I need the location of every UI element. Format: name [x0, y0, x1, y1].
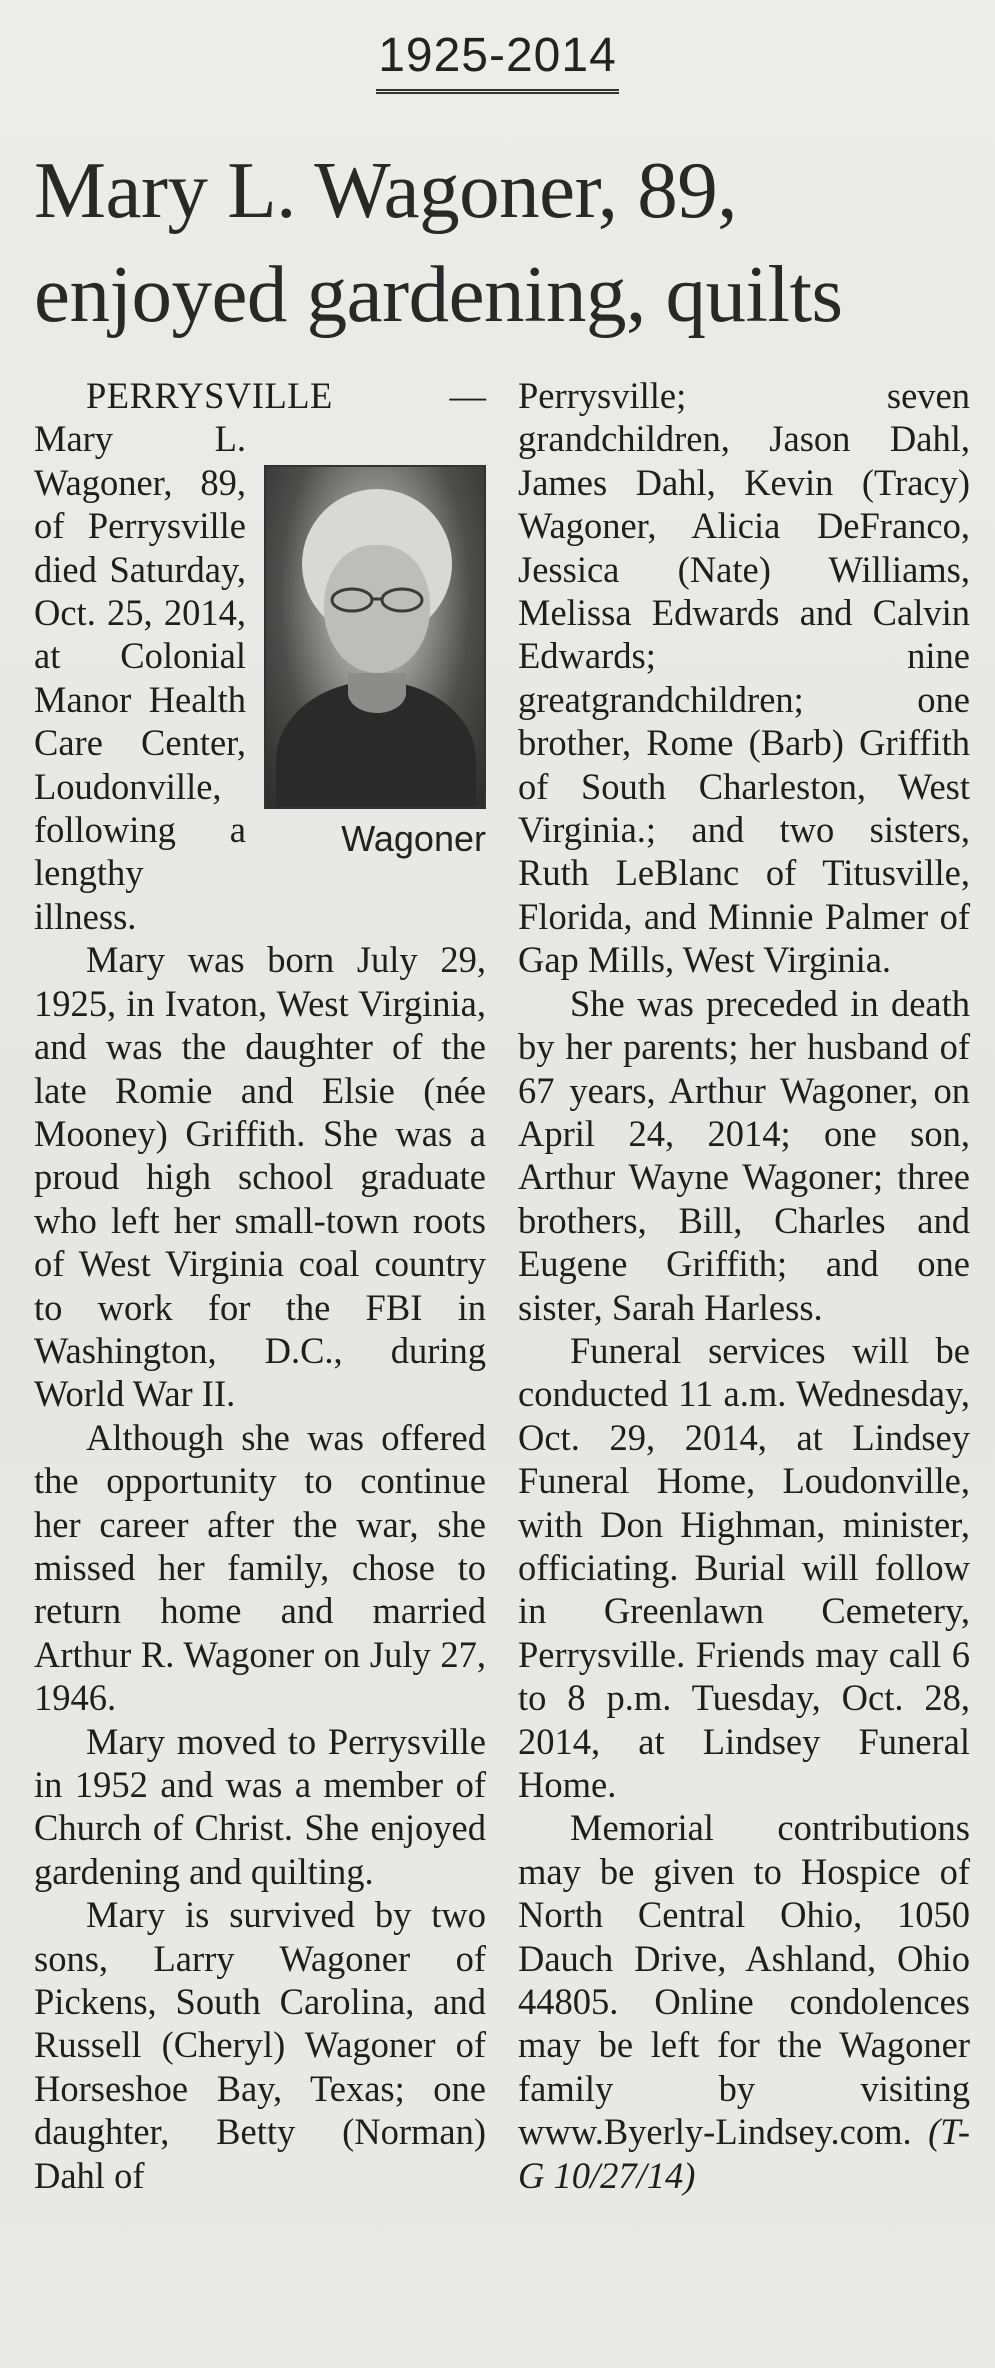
photo-caption: Wagoner	[341, 818, 486, 860]
paragraph-death-notice: Mary L. Wagoner, 89, of Perrysville died Saturday, Oct. 25, 2014, at Colonial Manor Health Care Center, Loudonville, following a lengthy illness.	[34, 418, 246, 937]
glasses-icon	[328, 587, 426, 613]
dateline-place: PERRYSVILLE	[86, 375, 333, 416]
column-right	[518, 374, 970, 2197]
life-dates	[0, 28, 995, 94]
paragraph-memorials	[518, 1806, 970, 2197]
memorials-text: Memorial contributions may be given to Hospice of North Central Ohio, 1050 Dauch Drive, Ashland, Ohio 44805. Online condolences may be left for the Wagoner family by visiting www.Byerly-Lindsey.com.	[518, 1807, 970, 2153]
paragraph-early-life: Mary was born July 29, 1925, in Ivaton, West Virginia, and was the daughter of the late Romie and Elsie (née Mooney) Griffith. She was a proud high school graduate who left her small-town roots of West Virginia coal country to work for the FBI in Washington, D.C., during World War II.	[34, 939, 486, 1415]
paragraph-services: Funeral services will be conducted 11 a.m. Wednesday, Oct. 29, 2014, at Lindsey Funeral Home, Loudonville, with Don Highman, minister, officiating. Burial will follow in Greenlawn Cemetery, Perrysville. Friends may call 6 to 8 p.m. Tuesday, Oct. 28, 2014, at Lindsey Funeral Home.	[518, 1329, 970, 1805]
portrait-photo	[264, 465, 486, 809]
column-left	[34, 374, 486, 2197]
obituary-photo-box	[264, 465, 486, 861]
paragraph-survivors-start: Mary is survived by two sons, Larry Wagoner of Pickens, South Carolina, and Russell (Cheryl) Wagoner of Horseshoe Bay, Texas; one daughter, Betty (Norman) Dahl of	[34, 1894, 486, 2196]
headline: Mary L. Wagoner, 89, enjoyed gardening, quilts	[34, 145, 843, 339]
paragraph-preceded: She was preceded in death by her parents; her husband of 67 years, Arthur Wagoner, on April 24, 2014; one son, Arthur Wayne Wagoner; three brothers, Bill, Charles and Eugene Griffith; and one sister, Sarah Harless.	[518, 982, 970, 1328]
paragraph-hobbies: Mary moved to Perrysville in 1952 and was a member of Church of Christ. She enjoyed gardening and quilting.	[34, 1720, 486, 1892]
paragraph-survivors-cont: Perrysville; seven grandchildren, Jason Dahl, James Dahl, Kevin (Tracy) Wagoner, Alicia DeFranco, Jessica (Nate) Williams, Melissa Edwards and Calvin Edwards; nine greatgrandchildren; one brother, Rome (Barb) Griffith of South Charleston, West Virginia.; and two sisters, Ruth LeBlanc of Titusville, Florida, and Minnie Palmer of Gap Mills, West Virginia.	[518, 375, 970, 981]
life-dates-text: 1925-2014	[376, 28, 619, 94]
dateline-dash: —	[449, 375, 486, 416]
paragraph-marriage: Although she was offered the opportunity to continue her career after the war, she missed her family, chose to return home and married Arthur R. Wagoner on July 27, 1946.	[34, 1416, 486, 1719]
dateline-line	[34, 374, 486, 417]
signoff: (T-G 10/27/14)	[518, 2111, 970, 2196]
